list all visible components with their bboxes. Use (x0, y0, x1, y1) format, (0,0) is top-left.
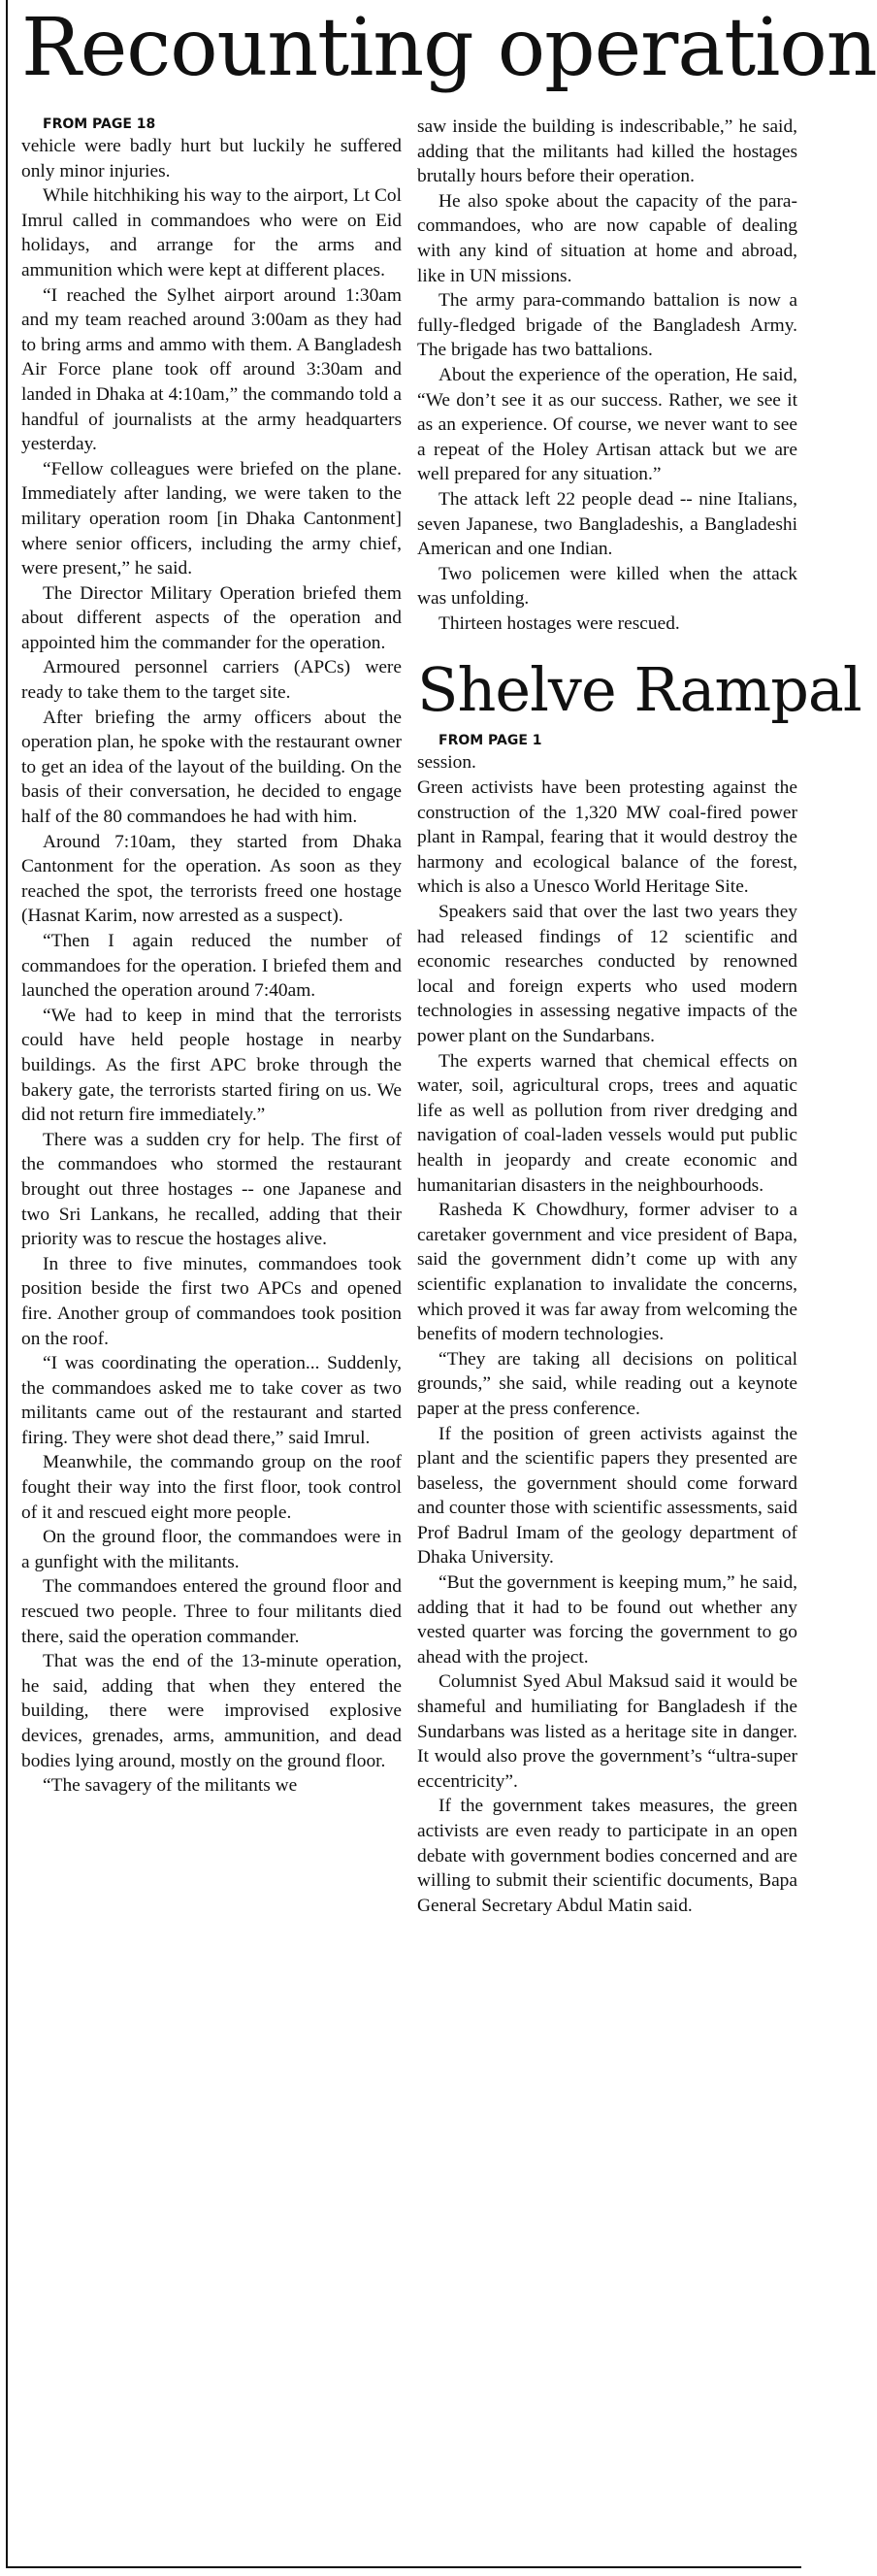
paragraph: “I was coordinating the operation... Suddenly, the commandoes asked me to take cover as two militants came out of the restaurant and started firing. They were shot dead there,” said Imrul. (21, 1353, 402, 1448)
paragraph: Armoured personnel carriers (APCs) were ready to take them to the target site. (21, 657, 402, 704)
paragraph: “They are taking all decisions on political grounds,” she said, while reading out a keynote paper at the press conference. (417, 1348, 797, 1419)
paragraph: The army para-commando battalion is now a fully-fledged brigade of the Bangladesh Army. The brigade has two battalions. (417, 290, 797, 361)
paragraph: Columnist Syed Abul Maksud said it would be shameful and humiliating for Bangladesh if the Sundarbans was listed as a heritage site in danger. It would also prove the government’s “ultra-super eccentricity”. (417, 1671, 797, 1792)
paragraph: On the ground floor, the commandoes were in a gunfight with the militants. (21, 1527, 402, 1572)
paragraph: session. (417, 752, 476, 774)
from-page-label: FROM PAGE 18 (43, 116, 156, 132)
paragraph: The experts warned that chemical effects on water, soil, agricultural crops, trees and aquatic life as well as pollution from river dredging and navigation of coal-laden vessels would put public health in jeopardy and create economic and humanitarian disasters in the neighbourhoods. (417, 1050, 797, 1196)
bottom-rule (6, 2566, 801, 2568)
paragraph: That was the end of the 13-minute operation, he said, adding that when they entered the building, there were improvised explosive devices, grenades, arms, ammunition, and dead bodies lying around, mostly on the ground floor. (21, 1651, 402, 1771)
paragraph: The attack left 22 people dead -- nine Italians, seven Japanese, two Bangladeshis, a Bangladeshi American and one Indian. (417, 488, 797, 560)
paragraph: While hitchhiking his way to the airport, Lt Col Imrul called in commandoes who were on Eid holidays, and arrange for the arms and ammunition which were kept at different places. (21, 185, 402, 281)
paragraph: saw inside the building is indescribable,” he said, adding that the militants had killed the hostages brutally hours before their operation. (417, 116, 797, 187)
paragraph: About the experience of the operation, He said, “We don’t see it as our success. Rather, we see it as an experience. Of course, we never want to see a repeat of the Holey Artisan attack but we are well prepared for any situation.” (417, 364, 797, 485)
paragraph: “The savagery of the militants we (43, 1775, 298, 1797)
paragraph: “Fellow colleagues were briefed on the plane. Immediately after landing, we were taken to the military operation room [in Dhaka Cantonment] where senior officers, including the army chief, were present,” he said. (21, 458, 402, 579)
from-page-label: FROM PAGE 1 (438, 733, 542, 749)
paragraph: Green activists have been protesting against the construction of the 1,320 MW coal-fired power plant in Rampal, fearing that it would destroy the harmony and ecological balance of the forest, which is also a Unesco World Heritage Site. (417, 777, 797, 898)
paragraph: Two policemen were killed when the attack was unfolding. (417, 563, 797, 610)
paragraph: Meanwhile, the commando group on the roof fought their way into the first floor, took control of it and rescued eight more people. (21, 1452, 402, 1523)
paragraph: He also spoke about the capacity of the para-commandoes, who are now capable of dealing with any kind of situation at home and abroad, like in UN missions. (417, 190, 797, 286)
paragraph: If the position of green activists against the plant and the scientific papers they presented are baseless, the government should come forward and counter those with scientific assessments, said Prof Badrul Imam of the geology department of Dhaka University. (417, 1423, 797, 1569)
paragraph: There was a sudden cry for help. The first of the commandoes who stormed the restaurant brought out three hostages -- one Japanese and two Sri Lankans, he recalled, adding that their priority was to rescue the hostages alive. (21, 1129, 402, 1250)
paragraph: “I reached the Sylhet airport around 1:30am and my team reached around 3:00am as they had to bring arms and ammo with them. A Bangladesh Air Force plane took off around 3:30am and landed in Dhaka at 4:10am,” the commando told a handful of journalists at the army headquarters yesterday. (21, 284, 402, 455)
paragraph: The commandoes entered the ground floor and rescued two people. Three to four militants died there, said the operation commander. (21, 1576, 402, 1647)
paragraph: “But the government is keeping mum,” he said, adding that it had to be found out whether any vested quarter was forcing the government to go ahead with the project. (417, 1572, 797, 1668)
paragraph: “Then I again reduced the number of commandoes for the operation. I briefed them and launched the operation around 7:40am. (21, 931, 402, 1002)
article-column-2 (417, 115, 861, 1918)
paragraph: Speakers said that over the last two years they had released findings of 12 scientific and economic researches conducted by renowned local and foreign experts who used modern technologies in assessing negative impacts of the power plant on the Sundarbans. (417, 902, 797, 1046)
paragraph: Around 7:10am, they started from Dhaka Cantonment for the operation. As soon as they reached the spot, the terrorists freed one hostage (Hasnat Karim, now arrested as a suspect). (21, 831, 402, 927)
paragraph: Thirteen hostages were rescued. (438, 612, 680, 634)
paragraph: The Director Military Operation briefed them about different aspects of the operation and appointed him the commander for the operation. (21, 582, 402, 653)
paragraph: Rasheda K Chowdhury, former adviser to a caretaker government and vice president of Bapa, said the government didn’t come up with any scientific explanation to invalidate the concerns, which proved it was far away from welcoming the benefits of modern technologies. (417, 1200, 797, 1345)
headline-recounting-operation: Recounting operation (21, 2, 877, 94)
left-column-rule (6, 0, 8, 2568)
paragraph: “We had to keep in mind that the terrorists could have held people hostage in nearby buildings. As the first APC broke through the bakery gate, the terrorists started firing on us. We did not return fire immediately.” (21, 1005, 402, 1126)
article-column-1 (21, 115, 402, 1799)
paragraph: If the government takes measures, the green activists are even ready to participate in an open debate with government bodies concerned and are willing to submit their scientific documents, Bapa General Secretary Abdul Matin said. (417, 1796, 797, 1916)
headline-shelve-rampal: Shelve Rampal (417, 654, 861, 726)
paragraph: vehicle were badly hurt but luckily he suffered only minor injuries. (21, 136, 402, 182)
paragraph: In three to five minutes, commandoes took position beside the first two APCs and opened fire. Another group of commandoes took position on the roof. (21, 1253, 402, 1349)
paragraph: After briefing the army officers about the operation plan, he spoke with the restaurant owner to get an idea of the layout of the building. On the basis of their conversation, he decided to engage half of the 80 commandoes he had with him. (21, 707, 402, 828)
